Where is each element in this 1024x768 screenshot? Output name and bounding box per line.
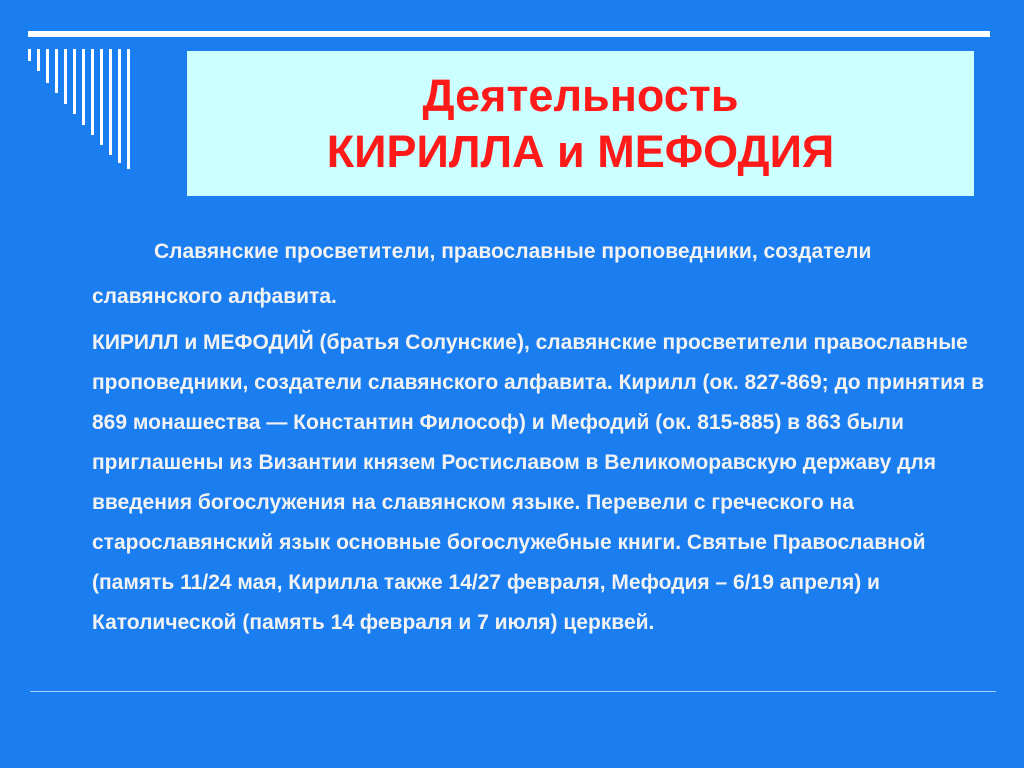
- decor-stripe: [91, 49, 94, 135]
- slide-title-line-2: КИРИЛЛА и МЕФОДИЯ: [326, 125, 835, 177]
- slide-title-line-1: Деятельность: [422, 69, 739, 121]
- decor-stripe: [82, 49, 85, 125]
- title-panel: [187, 51, 974, 196]
- top-rule: [28, 31, 990, 37]
- decor-stripe: [109, 49, 112, 155]
- decor-stripe: [46, 49, 49, 83]
- decor-stripe: [127, 49, 130, 169]
- intro-paragraph: Славянские просветители, православные проповедники, создатели славянского алфавита.: [92, 240, 872, 308]
- body-paragraph: [92, 323, 994, 643]
- decor-stripe: [28, 49, 31, 61]
- decor-stripe: [73, 49, 76, 114]
- decor-stripe: [100, 49, 103, 145]
- decor-stripe: [64, 49, 67, 104]
- body-lead: КИРИЛЛ и МЕФОДИЙ: [92, 331, 314, 354]
- bottom-rule: [30, 691, 996, 692]
- decor-stripe: [37, 49, 40, 71]
- decor-stripe: [118, 49, 121, 163]
- body-text: (братья Солунские), славянские просветители православные проповедники, создатели славянского алфавита. Кирилл (ок. 827-869; до принятия в 869 монашества — Константин Философ) и Мефодий (ок. 815-885) в 863 были приглашены из Византии князем Ростиславом в Великоморавскую державу для введения богослужения на славянском языке. Перевели с греческого на старославянский язык основные богослужебные книги. Святые Православной (память 11/24 мая, Кирилла также 14/27 февраля, Мефодия – 6/19 апреля) и Католической (память 14 февраля и 7 июля) церквей.: [92, 331, 984, 634]
- decor-stripe: [55, 49, 58, 93]
